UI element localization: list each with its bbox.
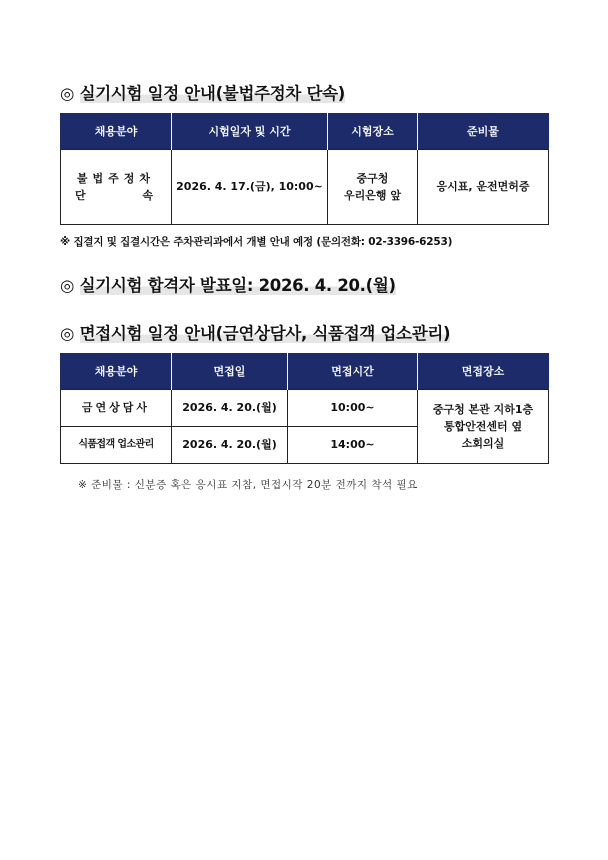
- cell-field: 식품접객 업소관리: [61, 427, 172, 464]
- place-line2: 우리은행 앞: [344, 189, 401, 202]
- cell-time: 14:00~: [288, 427, 418, 464]
- field-line1: 불법주정차: [76, 171, 156, 185]
- section3-heading: [60, 320, 450, 344]
- cell-datetime: 2026. 4. 17.(금), 10:00~: [172, 150, 328, 225]
- header-field: 채용분야: [61, 353, 172, 390]
- section2-heading: [60, 272, 396, 296]
- cell-field: 금연상담사: [61, 390, 172, 427]
- section1-symbol: ◎: [60, 84, 75, 103]
- place-line1: 중구청 본관 지하1층: [432, 402, 534, 416]
- section1-heading: [60, 80, 345, 104]
- header-datetime: 시험일자 및 시간: [172, 113, 328, 150]
- table-header-row: [61, 353, 549, 390]
- field-line2: 단 속: [75, 189, 157, 202]
- section3-title: 면접시험 일정 안내(금연상담사, 식품접객 업소관리): [79, 324, 451, 343]
- interview-table: [60, 353, 549, 464]
- section1-title: 실기시험 일정 안내(불법주정차 단속): [79, 84, 345, 103]
- header-place: 시험장소: [328, 113, 418, 150]
- header-items: 준비물: [418, 113, 549, 150]
- cell-time: 10:00~: [288, 390, 418, 427]
- header-place: 면접장소: [418, 353, 549, 390]
- header-time: 면접시간: [288, 353, 418, 390]
- place-line3: 소회의실: [461, 437, 505, 451]
- table-row: [61, 390, 549, 427]
- cell-place: [328, 150, 418, 225]
- header-date: 면접일: [172, 353, 288, 390]
- cell-date: 2026. 4. 20.(월): [172, 390, 288, 427]
- cell-field: [61, 150, 172, 225]
- header-field: 채용분야: [61, 113, 172, 150]
- section2-title: 실기시험 합격자 발표일: 2026. 4. 20.(월): [79, 276, 396, 295]
- cell-place: [418, 390, 549, 464]
- section2-symbol: ◎: [60, 276, 75, 295]
- cell-items: 응시표, 운전면허증: [418, 150, 549, 225]
- section1-note: ※ 집결지 및 집결시간은 주차관리과에서 개별 안내 예정 (문의전화: 02-3396-6253): [60, 236, 453, 248]
- section3-symbol: ◎: [60, 324, 75, 343]
- table-row: [61, 150, 549, 225]
- practical-exam-table: [60, 113, 549, 225]
- place-line1: 중구청: [356, 171, 389, 185]
- place-line2: 통합안전센터 옆: [443, 419, 523, 433]
- section3-note: ※ 준비물 : 신분증 혹은 응시표 지참, 면접시작 20분 전까지 착석 필요: [78, 479, 418, 491]
- table-header-row: [61, 113, 549, 150]
- cell-date: 2026. 4. 20.(월): [172, 427, 288, 464]
